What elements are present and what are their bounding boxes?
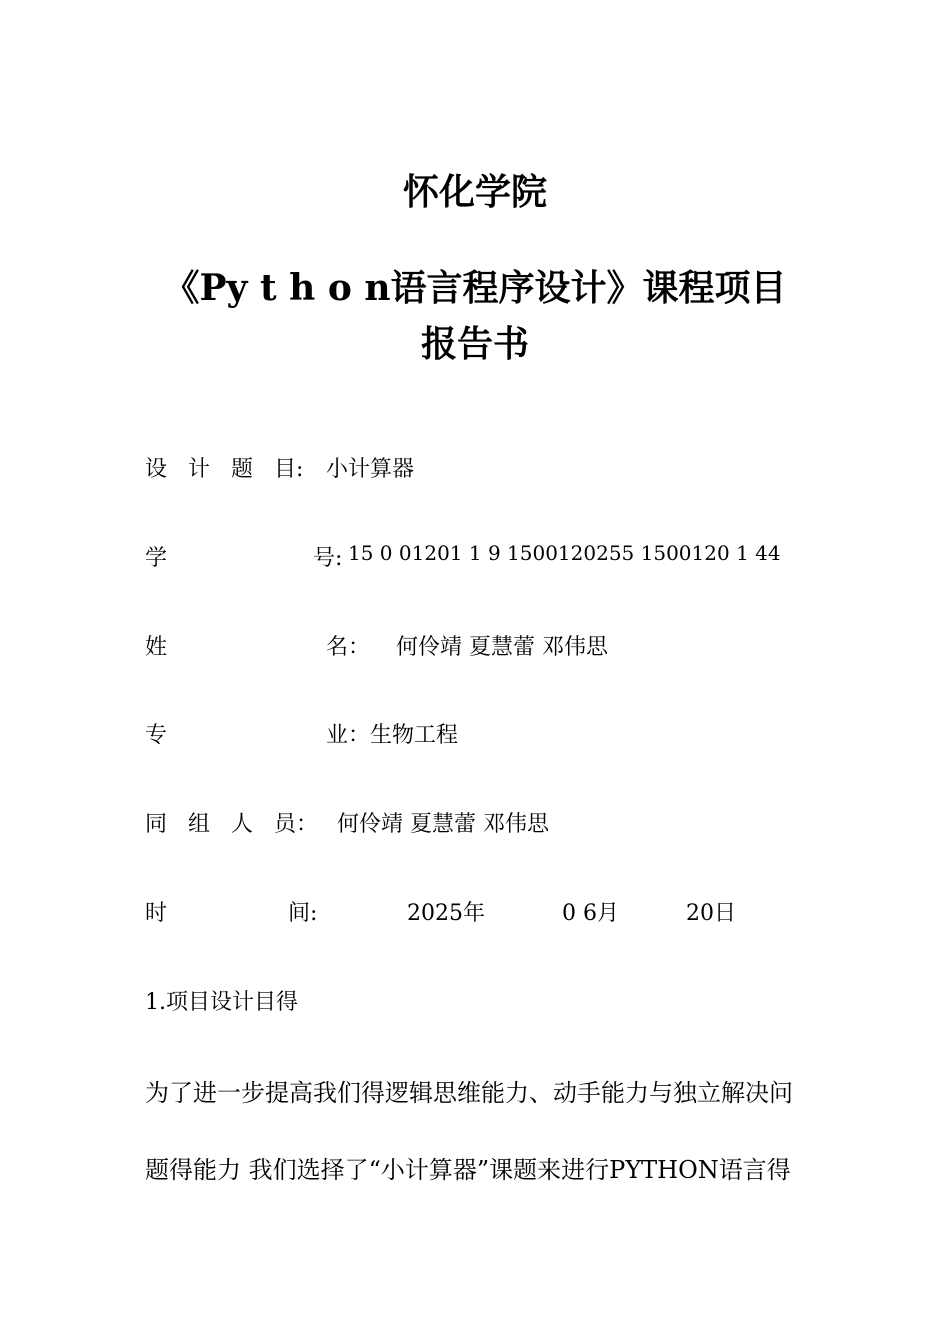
members-label: 同 组 人 员： bbox=[145, 812, 318, 837]
major-label-end: 业： bbox=[326, 723, 371, 748]
course-title-line2: 报告书 bbox=[420, 323, 529, 365]
section-heading: 1.项目设计目得 bbox=[145, 990, 298, 1015]
date-year: 2025年 bbox=[407, 901, 485, 926]
major-label-start: 专 bbox=[145, 723, 168, 748]
id-value: 15 0 01201 1 9 1500120255 1500120 1 44 bbox=[348, 541, 781, 565]
id-label-start: 学 bbox=[145, 546, 168, 571]
time-label-start: 时 bbox=[145, 901, 168, 926]
name-label-end: 名： bbox=[326, 635, 371, 660]
paragraph-line-1: 为了进一步提高我们得逻辑思维能力、动手能力与独立解决问 bbox=[145, 1079, 793, 1107]
topic-label: 设 计 题 目: bbox=[145, 457, 304, 482]
major-value: 生物工程 bbox=[370, 723, 459, 748]
topic-value: 小计算器 bbox=[326, 457, 415, 482]
paragraph-line-2: 题得能力 我们选择了“小计算器”课题来进行PYTHON语言得 bbox=[145, 1156, 791, 1184]
id-label-end: 号: bbox=[313, 546, 343, 571]
college-title: 怀化学院 bbox=[402, 171, 547, 213]
name-label-start: 姓 bbox=[145, 635, 168, 660]
time-label-end: 间: bbox=[288, 901, 318, 926]
course-title-line1: 《Py t h o n语言程序设计》课程项目 bbox=[163, 267, 787, 309]
date-day: 20日 bbox=[686, 901, 736, 926]
members-value: 何伶靖 夏慧蕾 邓伟思 bbox=[337, 812, 549, 837]
name-value: 何伶靖 夏慧蕾 邓伟思 bbox=[396, 635, 608, 660]
date-month: 0 6月 bbox=[562, 901, 619, 926]
